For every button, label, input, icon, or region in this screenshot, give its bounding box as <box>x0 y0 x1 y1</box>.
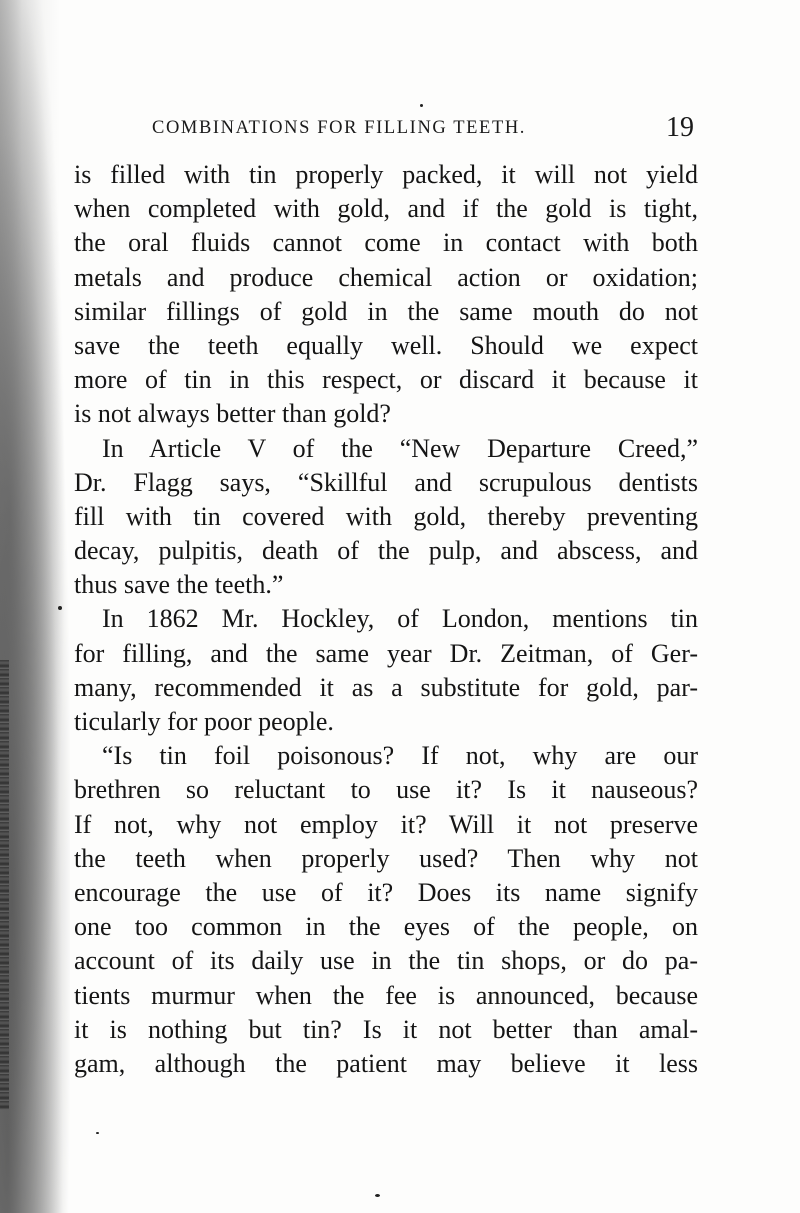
paragraph-start-line: “Is tin foil poisonous? If not, why are our <box>102 741 698 771</box>
text-line: gam, although the patient may believe it less <box>74 1048 698 1078</box>
page-number: 19 <box>666 112 694 143</box>
running-title: COMBINATIONS FOR FILLING TEETH. <box>152 118 527 138</box>
paragraph-start-line: In 1862 Mr. Hockley, of London, mentions tin <box>102 604 698 634</box>
text-line: decay, pulpitis, death of the pulp, and abscess, and <box>74 536 698 566</box>
text-line: Dr. Flagg says, “Skillful and scrupulous dentists <box>74 467 698 497</box>
text-line: If not, why not employ it? Will it not preserve <box>74 809 698 839</box>
body-text <box>74 158 698 1081</box>
text-line: tients murmur when the fee is announced, because <box>74 980 698 1010</box>
paragraph-start-line: In Article V of the “New Departure Creed,” <box>102 433 698 463</box>
print-speck <box>96 1132 99 1134</box>
text-line: it is nothing but tin? Is it not better than amal- <box>74 1014 698 1044</box>
text-line: fill with tin covered with gold, thereby preventing <box>74 501 698 531</box>
text-line: encourage the use of it? Does its name signify <box>74 877 698 907</box>
text-line: is filled with tin properly packed, it will not yield <box>74 160 698 189</box>
text-line: ticularly for poor people. <box>74 707 334 736</box>
text-line: brethren so reluctant to use it? Is it nauseous? <box>74 775 698 805</box>
text-line: the teeth when properly used? Then why not <box>74 843 698 873</box>
text-line: thus save the teeth.” <box>74 570 284 600</box>
binding-edge-texture <box>0 660 9 1110</box>
text-line: metals and produce chemical action or oxidation; <box>74 262 698 292</box>
text-line: similar fillings of gold in the same mouth do not <box>74 296 698 326</box>
page-header <box>152 112 712 146</box>
text-line: save the teeth equally well. Should we expect <box>74 330 698 360</box>
print-speck <box>58 606 62 610</box>
text-line: account of its daily use in the tin shops, or do pa- <box>74 946 698 976</box>
text-line: one too common in the eyes of the people, on <box>74 912 698 942</box>
text-line: when completed with gold, and if the gold is tight, <box>74 194 698 224</box>
print-speck <box>420 104 423 107</box>
text-line: more of tin in this respect, or discard it because it <box>74 365 698 395</box>
text-line: many, recommended it as a substitute for gold, par- <box>74 672 698 702</box>
text-line: is not always better than gold? <box>74 399 391 429</box>
print-speck <box>375 1194 380 1197</box>
text-line: for filling, and the same year Dr. Zeitman, of Ger- <box>74 638 698 668</box>
text-line: the oral fluids cannot come in contact with both <box>74 228 698 258</box>
